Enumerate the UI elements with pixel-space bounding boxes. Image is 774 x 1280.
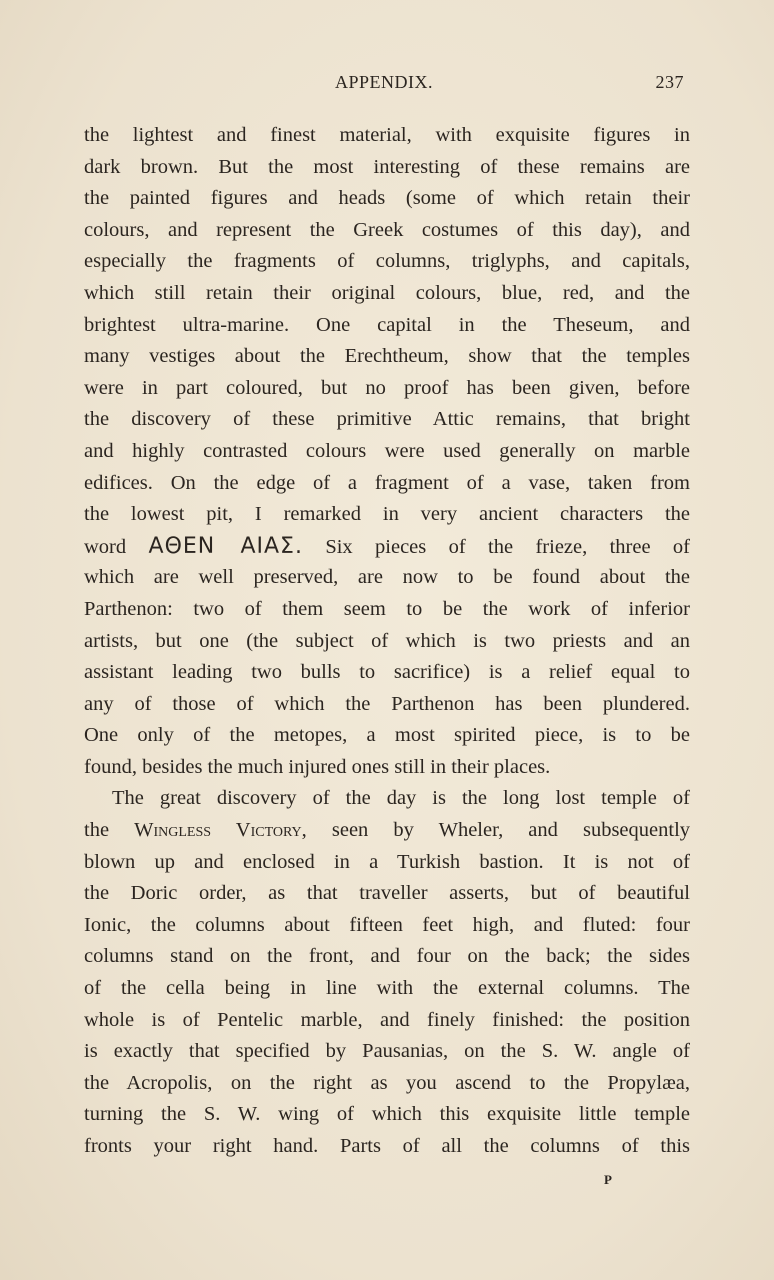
paragraph-end-line: found, besides the much injured ones still in their places. xyxy=(84,755,551,778)
text-line: many vestiges about the Erechtheum, show that the temples xyxy=(84,345,690,368)
text-line: the lowest pit, I remarked in very ancient characters the xyxy=(84,503,690,526)
wingless-victory-line xyxy=(84,815,690,847)
text-line: especially the fragments of columns, triglyphs, and capitals, xyxy=(84,250,690,273)
page-number: 237 xyxy=(655,72,684,92)
text-line: dark brown. But the most interesting of these remains are xyxy=(84,155,690,178)
wingless-line-before: the xyxy=(84,819,110,842)
text-line: fronts your right hand. Parts of all the columns of this xyxy=(84,1135,690,1157)
text-line: is exactly that specified by Pausanias, on the S. W. angle of xyxy=(84,1040,690,1063)
wingless-line-after: seen by Wheler, and subsequently xyxy=(331,819,691,842)
text-line: the Acropolis, on the right as you ascend to the Propylæa, xyxy=(84,1071,690,1094)
text-line: the lightest and finest material, with exquisite figures in xyxy=(84,124,690,146)
greek-line-after: Six pieces of the frieze, three of xyxy=(325,535,691,558)
text-line: assistant leading two bulls to sacrifice) is a relief equal to xyxy=(84,661,690,684)
paragraph-start-line: The great discovery of the day is the long lost temple of xyxy=(112,787,690,810)
page-header xyxy=(84,72,684,100)
text-line: blown up and enclosed in a Turkish bastion. It is not of xyxy=(84,850,690,873)
signature-mark: P xyxy=(604,1172,612,1187)
text-line: edifices. On the edge of a fragment of a vase, taken from xyxy=(84,471,690,494)
text-line: Parthenon: two of them seem to be the work of inferior xyxy=(84,597,690,620)
wingless-victory-name: Wingless Victory, xyxy=(134,819,307,842)
text-line: brightest ultra-marine. One capital in the Theseum, and xyxy=(84,313,690,336)
text-line: colours, and represent the Greek costumes of this day), and xyxy=(84,218,690,241)
text-line: whole is of Pentelic marble, and finely finished: the position xyxy=(84,1008,690,1031)
text-line: the discovery of these primitive Attic remains, that bright xyxy=(84,408,690,431)
text-line: which still retain their original colours, blue, red, and the xyxy=(84,281,690,304)
body-text xyxy=(84,120,690,1163)
text-line: and highly contrasted colours were used generally on marble xyxy=(84,439,690,462)
running-title: APPENDIX. xyxy=(334,72,433,92)
text-line: Ionic, the columns about fifteen feet high, and fluted: four xyxy=(84,913,690,936)
greek-inscription-line xyxy=(84,531,690,563)
text-line: the painted figures and heads (some of which retain their xyxy=(84,187,690,210)
text-line: artists, but one (the subject of which is two priests and an xyxy=(84,629,690,652)
text-line: were in part coloured, but no proof has been given, before xyxy=(84,376,690,399)
text-line: the Doric order, as that traveller asserts, but of beautiful xyxy=(84,882,690,905)
text-line: which are well preserved, are now to be found about the xyxy=(84,566,690,589)
text-line: turning the S. W. wing of which this exquisite little temple xyxy=(84,1103,690,1126)
text-line: One only of the metopes, a most spirited piece, is to be xyxy=(84,724,690,747)
text-line: any of those of which the Parthenon has been plundered. xyxy=(84,692,690,715)
text-line: columns stand on the front, and four on the back; the sides xyxy=(84,945,690,968)
greek-line-before: word xyxy=(84,535,127,558)
greek-inscription: ΑΘΕΝ ΑΙΑΣ. xyxy=(148,533,303,559)
text-line: of the cella being in line with the external columns. The xyxy=(84,977,690,1000)
